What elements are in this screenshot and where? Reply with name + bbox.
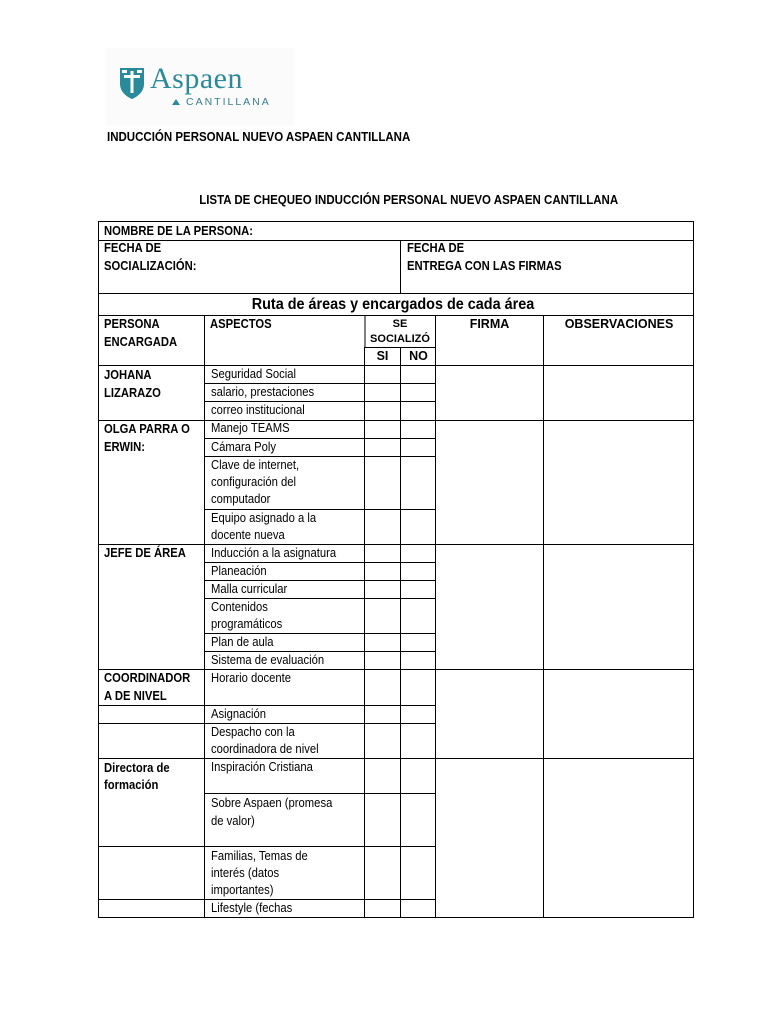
header-observaciones: OBSERVACIONES [564,317,674,331]
aspect-item: Asignación [211,707,267,721]
aspect-item: Planeación [211,564,267,578]
header-se: SE [392,318,408,330]
logo-subtitle: CANTILLANA [186,96,271,108]
aspect-item: Seguridad Social [211,367,297,381]
person-olga-1: OLGA PARRA O [104,422,190,436]
fecha-socializacion-label-2: SOCIALIZACIÓN: [104,259,197,273]
aspect-item: correo institucional [211,403,305,417]
header-no: NO [409,349,428,363]
aspect-item: Inspiración Cristiana [211,760,313,774]
aspect-item: Cámara Poly [211,440,277,454]
aspect-item: Equipo asignado a la [211,511,317,525]
header-aspectos: ASPECTOS [210,317,272,331]
aspect-item: de valor) [211,814,255,828]
nombre-label: NOMBRE DE LA PERSONA: [104,224,253,238]
checklist-title-text: LISTA DE CHEQUEO INDUCCIÓN PERSONAL NUEVO ASPAEN CANTILLANA [199,193,619,207]
aspect-item: Lifestyle (fechas [211,901,293,915]
person-olga-2: ERWIN: [104,440,146,454]
header-persona-2: ENCARGADA [104,335,178,349]
section-title: Ruta de áreas y encargados de cada área [251,296,535,313]
person-coordinador-1: COORDINADOR [104,671,191,685]
aspect-item: docente nueva [211,528,285,542]
aspect-item: Inducción a la asignatura [211,546,337,560]
aspect-item: Manejo TEAMS [211,421,290,435]
aspect-item: programáticos [211,617,283,631]
aspect-item: Malla curricular [211,582,288,596]
aspect-item: Familias, Temas de [211,849,308,863]
aspect-item: Despacho con la [211,725,295,739]
person-jefe-area: JEFE DE ÁREA [104,546,186,560]
document-header-title: INDUCCIÓN PERSONAL NUEVO ASPAEN CANTILLANA [107,130,411,144]
aspect-item: Plan de aula [211,635,274,649]
person-coordinador-2: A DE NIVEL [104,689,167,703]
person-johana-2: LIZARAZO [104,386,161,400]
header-firma: FIRMA [469,317,510,331]
aspect-item: coordinadora de nivel [211,742,319,756]
aspect-item: configuración del [211,475,297,489]
aspect-item: salario, prestaciones [211,385,315,399]
person-johana-1: JOHANA [104,368,152,382]
logo-brand: Aspaen [150,62,243,95]
aspect-item: Horario docente [211,671,292,685]
aspect-item: interés (datos [211,866,280,880]
aspect-item: Sobre Aspaen (promesa [211,796,333,810]
fecha-socializacion-label-1: FECHA DE [104,241,162,255]
person-directora-2: formación [104,778,159,792]
header-persona-1: PERSONA [104,317,160,331]
aspect-item: Clave de internet, [211,458,300,472]
aspect-item: importantes) [211,883,274,897]
header-si: SI [376,349,389,363]
aspect-item: computador [211,492,271,506]
fecha-entrega-label-1: FECHA DE [407,241,465,255]
aspect-item: Sistema de evaluación [211,653,325,667]
header-socializo: SOCIALIZÓ [370,333,430,345]
person-directora-1: Directora de [104,761,170,775]
fecha-entrega-label-2: ENTREGA CON LAS FIRMAS [407,259,562,273]
aspect-item: Contenidos [211,600,268,614]
